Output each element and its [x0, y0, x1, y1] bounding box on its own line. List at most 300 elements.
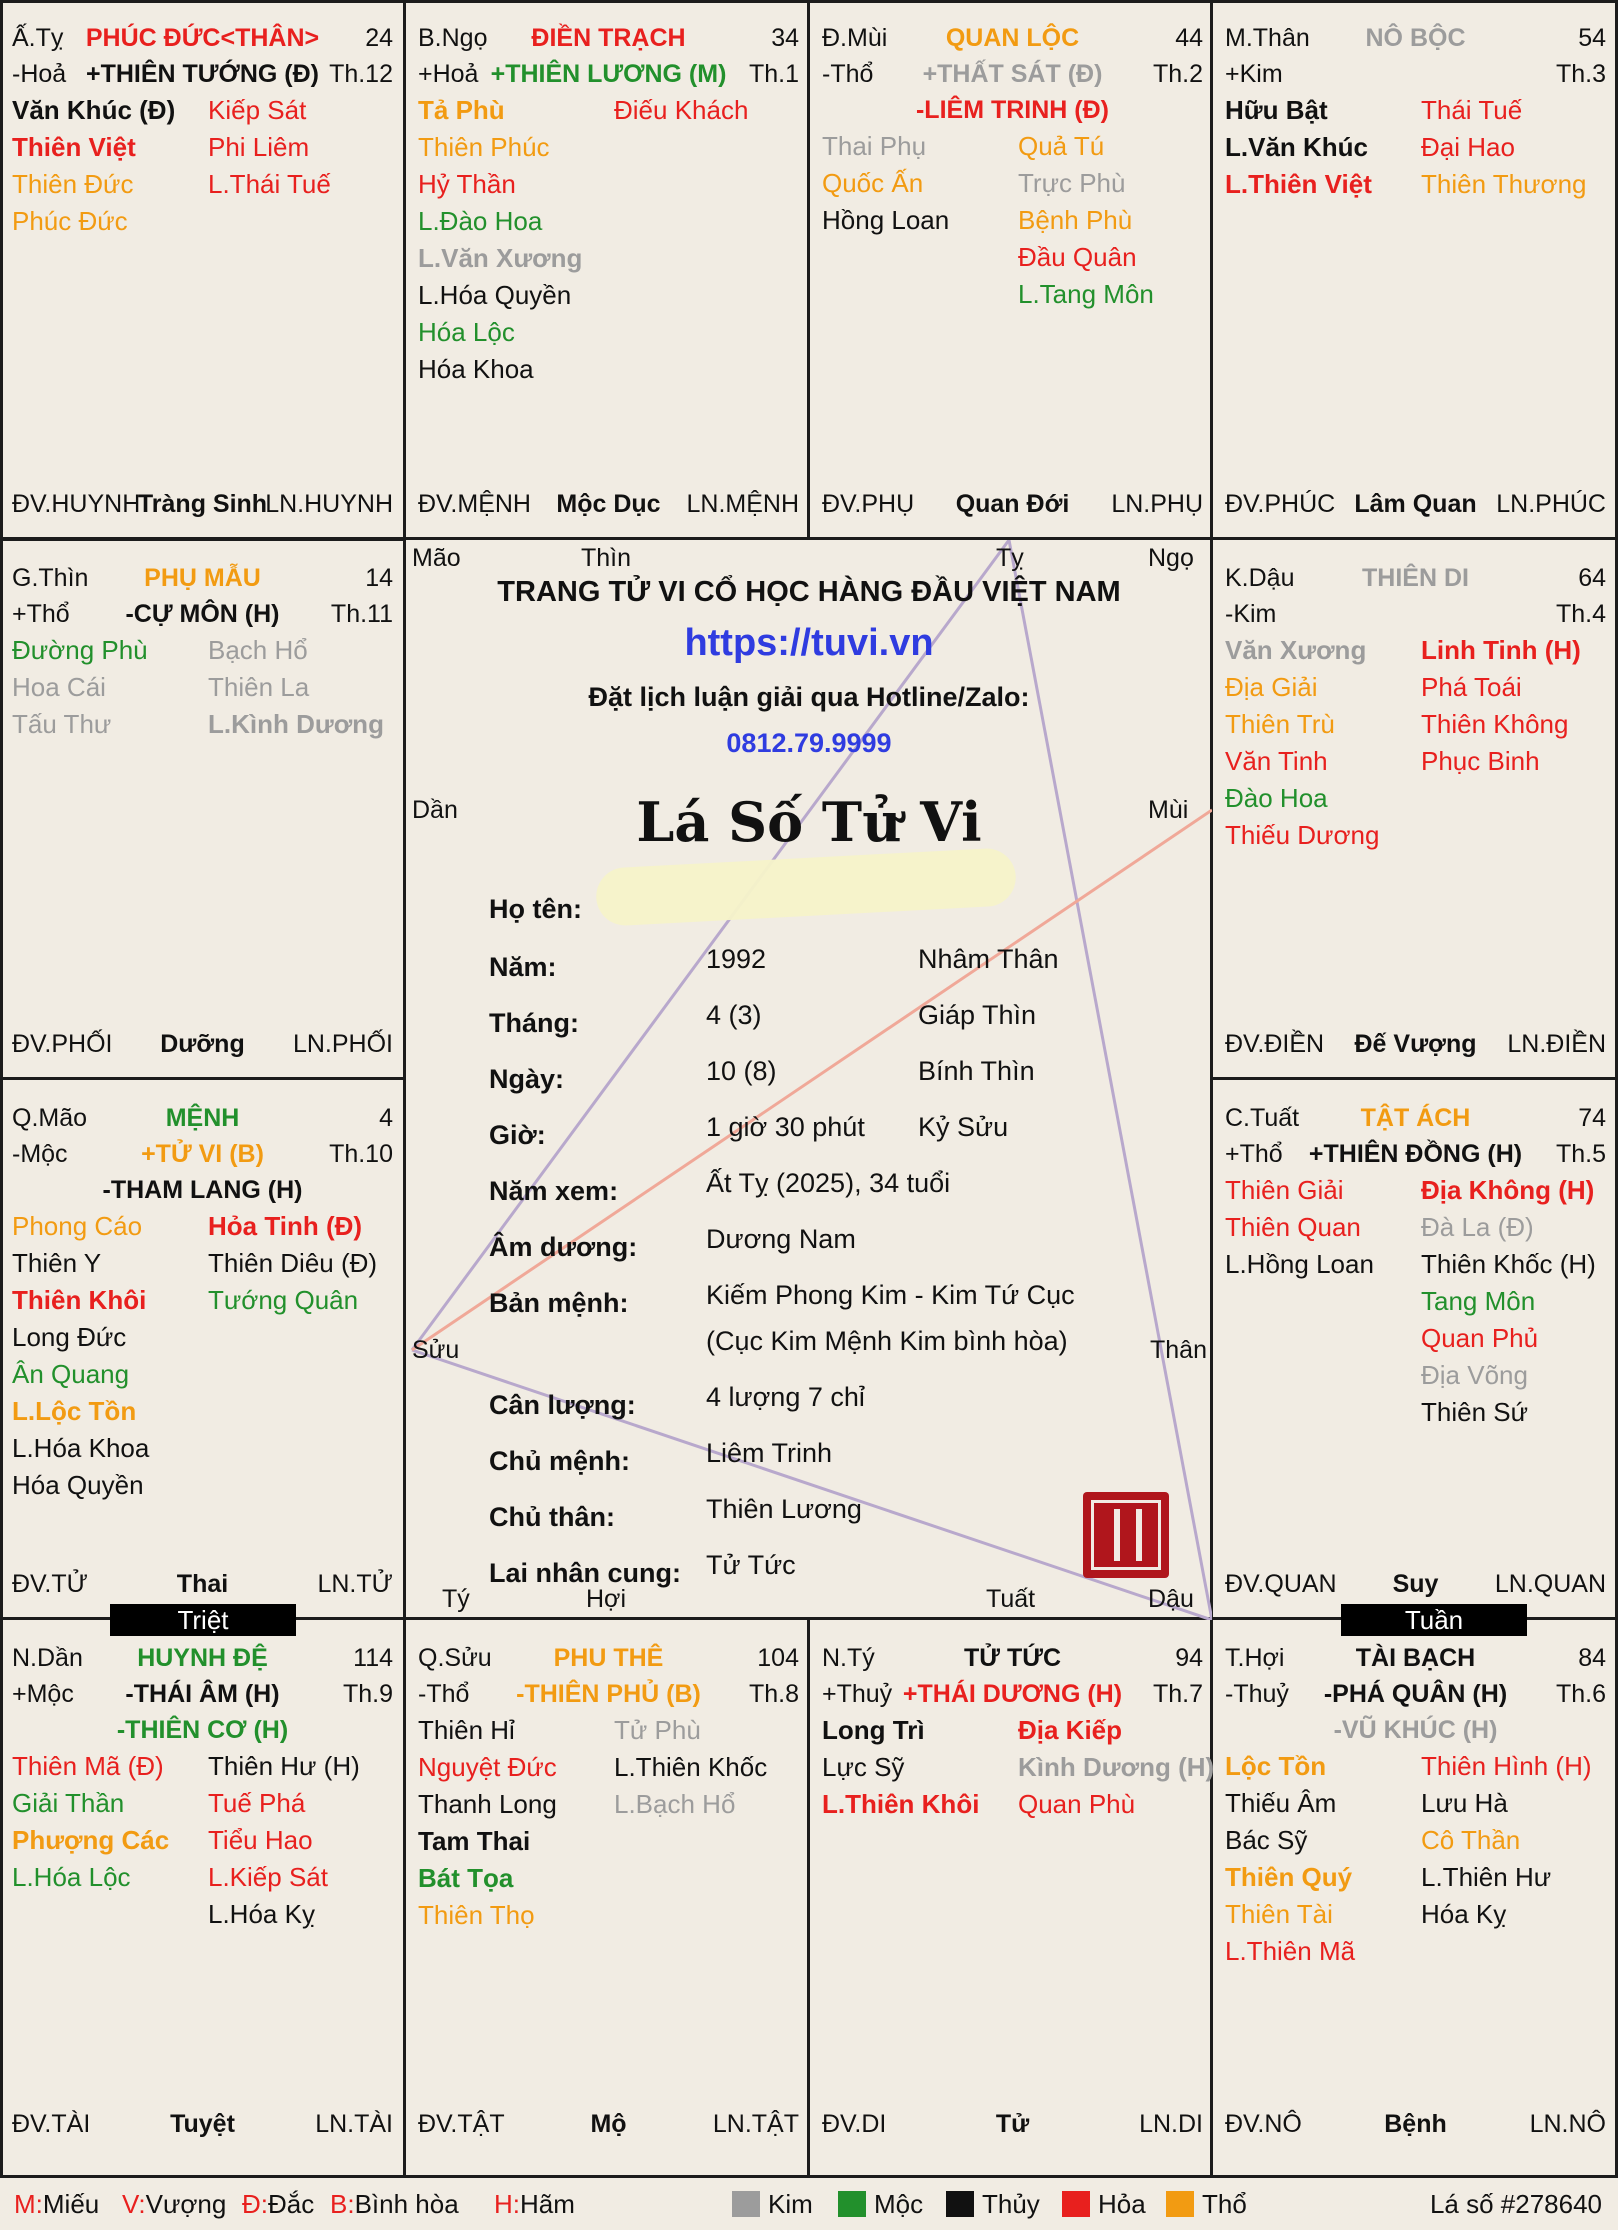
star-column-left: [12, 1208, 149, 1504]
star-item: Bát Tọa: [418, 1863, 514, 1893]
palace-age: 14: [365, 564, 393, 592]
star-item: Tang Môn: [1421, 1286, 1536, 1316]
info-value: Thiên Lương: [706, 1494, 862, 1524]
star-item: Đà La (Đ): [1421, 1212, 1534, 1242]
palace-month: Th.7: [1152, 1680, 1203, 1708]
luu-nien-label: LN.DI: [1139, 2110, 1203, 2138]
legend-kim: Kim: [732, 2178, 813, 2230]
palace-element: +Hoả: [418, 60, 479, 88]
luu-nien-label: LN.ĐIỀN: [1507, 1030, 1606, 1058]
palace-can-chi: N.Dần: [12, 1644, 83, 1672]
main-star-2: -LIÊM TRINH (Đ): [915, 96, 1110, 124]
palace-main-row: [12, 596, 393, 632]
palace-element: -Kim: [1225, 600, 1277, 628]
star-item: Thiên Đức: [12, 169, 134, 199]
star-item: Thiên Việt: [12, 132, 136, 162]
palace-footer: [1225, 486, 1606, 522]
palace-can-chi: M.Thân: [1225, 24, 1310, 52]
life-stage: Suy: [1392, 1570, 1439, 1598]
star-item: L.Hóa Lộc: [12, 1862, 131, 1892]
palace-can-chi: B.Ngọ: [418, 24, 488, 52]
palace-ty[interactable]: [0, 0, 405, 540]
main-star: +TỬ VI (B): [141, 1140, 264, 1168]
info-value: 10 (8): [706, 1056, 777, 1086]
info-value: Liêm Trinh: [706, 1438, 833, 1468]
hotline-phone[interactable]: 0812.79.9999: [726, 728, 892, 758]
palace-element: +Mộc: [12, 1680, 74, 1708]
star-item: Văn Khúc (Đ): [12, 95, 176, 125]
info-value: 1 giờ 30 phút: [706, 1112, 865, 1142]
star-item: L.Thiên Khôi: [822, 1789, 980, 1819]
star-item: L.Kiếp Sát: [208, 1862, 328, 1892]
palace-age: 4: [379, 1104, 393, 1132]
star-item: Lưu Hà: [1421, 1788, 1508, 1818]
star-item: Kiếp Sát: [208, 95, 307, 125]
star-item: Đại Hao: [1421, 132, 1515, 162]
star-item: Cô Thần: [1421, 1825, 1521, 1855]
dai-van-label: ĐV.MỆNH: [418, 490, 531, 518]
star-item: Quả Tú: [1018, 131, 1105, 161]
star-column-left: [12, 92, 175, 240]
palace-main-row: [418, 1676, 799, 1712]
hotline-label: Đặt lịch luận giải qua Hotline/Zalo:: [588, 682, 1030, 712]
info-label: Chủ mệnh:: [489, 1446, 630, 1476]
palace-age: 34: [771, 24, 799, 52]
life-stage: Thai: [176, 1570, 229, 1598]
palace-can-chi: Q.Mão: [12, 1104, 88, 1132]
palace-mui[interactable]: [810, 0, 1215, 540]
palace-element: +Thổ: [1225, 1140, 1283, 1168]
palace-name: MỆNH: [165, 1104, 240, 1132]
main-star: +THIÊN ĐỒNG (H): [1308, 1140, 1523, 1168]
star-item: Địa Kiếp: [1018, 1715, 1123, 1745]
palace-can-chi: N.Tý: [822, 1644, 875, 1672]
star-item: Tử Phù: [614, 1715, 701, 1745]
thuy-swatch-icon: [946, 2191, 974, 2217]
palace-element: -Thuỷ: [1225, 1680, 1289, 1708]
dai-van-label: ĐV.PHÚC: [1225, 490, 1336, 518]
palace-name: NÔ BỘC: [1365, 24, 1466, 52]
site-url-link[interactable]: https://tuvi.vn: [684, 622, 934, 664]
dai-van-label: ĐV.TẬT: [418, 2110, 505, 2138]
star-item: Hỷ Thần: [418, 169, 516, 199]
palace-age: 64: [1578, 564, 1606, 592]
palace-main-row: [12, 56, 393, 92]
star-item: L.Thiên Việt: [1225, 169, 1372, 199]
star-item: Địa Giải: [1225, 672, 1318, 702]
corner-than: Thân: [1150, 1336, 1207, 1364]
star-item: Tuế Phá: [208, 1788, 306, 1818]
palace-header: [822, 20, 1203, 56]
star-column-left: [822, 1712, 979, 1823]
star-column-right: [1421, 92, 1587, 203]
star-item: L.Thiên Khốc: [614, 1752, 768, 1782]
legend-ham: H:Hãm: [494, 2189, 575, 2219]
star-item: Ân Quang: [12, 1359, 130, 1389]
palace-main-row: [1225, 1136, 1606, 1172]
star-item: Thiên Khôi: [12, 1285, 147, 1315]
star-item: Thiên Thương: [1421, 169, 1587, 199]
dai-van-label: ĐV.QUAN: [1225, 1570, 1337, 1598]
corner-ti: Tý: [442, 1585, 470, 1613]
palace-month: Th.12: [329, 60, 393, 88]
star-item: Bác Sỹ: [1225, 1825, 1308, 1855]
info-label: Chủ thân:: [489, 1502, 615, 1532]
palace-month: Th.1: [748, 60, 799, 88]
palace-age: 74: [1578, 1104, 1606, 1132]
palace-element: -Hoả: [12, 60, 67, 88]
star-column-right: [208, 632, 384, 743]
tuan-tag: Tuần: [1341, 1604, 1527, 1636]
legend-hoa: Hỏa: [1062, 2178, 1146, 2230]
info-value-can-chi: Bính Thìn: [918, 1056, 1035, 1086]
star-item: Phục Binh: [1421, 746, 1540, 776]
star-item: Lộc Tồn: [1225, 1751, 1327, 1781]
star-item: Địa Không (H): [1421, 1175, 1595, 1205]
palace-footer: [12, 1026, 393, 1062]
palace-footer: [12, 486, 393, 522]
info-value: Tử Tức: [706, 1550, 796, 1580]
life-stage: Dưỡng: [160, 1030, 245, 1058]
star-item: Thiên Phúc: [418, 132, 550, 162]
luu-nien-label: LN.PHỐI: [292, 1030, 393, 1058]
palace-than[interactable]: [1213, 0, 1618, 540]
star-column-right: [1018, 128, 1154, 313]
star-item: Thiên Giải: [1225, 1175, 1344, 1205]
dai-van-label: ĐV.TÀI: [12, 2110, 91, 2138]
star-item: Lực Sỹ: [822, 1752, 905, 1782]
dai-van-label: ĐV.HUYNH: [12, 490, 141, 518]
palace-can-chi: Ấ.Tỵ: [12, 24, 64, 52]
star-column-left: [1225, 1748, 1355, 1970]
palace-age: 104: [757, 1644, 799, 1672]
palace-can-chi: Đ.Mùi: [822, 24, 888, 52]
star-column-left: [1225, 1172, 1374, 1283]
palace-element: -Thổ: [418, 1680, 470, 1708]
palace-footer: [822, 2106, 1203, 2142]
star-item: Địa Võng: [1421, 1360, 1528, 1390]
corner-ngo: Ngọ: [1148, 544, 1194, 572]
star-item: Hóa Kỵ: [1421, 1899, 1507, 1929]
star-item: Tiểu Hao: [208, 1825, 313, 1855]
star-column-right: [614, 92, 748, 129]
luu-nien-label: LN.MỆNH: [686, 490, 799, 518]
star-column-right: [1018, 1712, 1214, 1823]
info-label: Tháng:: [489, 1008, 579, 1038]
palace-can-chi: K.Dậu: [1225, 564, 1295, 592]
star-item: Thiên Diêu (Đ): [208, 1248, 378, 1278]
palace-can-chi: C.Tuất: [1225, 1104, 1300, 1132]
star-item: Giải Thần: [12, 1788, 125, 1818]
dai-van-label: ĐV.TỬ: [12, 1570, 89, 1598]
palace-footer: [1225, 1026, 1606, 1062]
luu-nien-label: LN.PHỤ: [1111, 490, 1203, 518]
star-item: L.Thiên Mã: [1225, 1936, 1356, 1966]
star-item: Thiên Tài: [1225, 1899, 1333, 1929]
palace-element: -Thổ: [822, 60, 874, 88]
star-item: Quan Phủ: [1421, 1323, 1539, 1353]
palace-name: TỬ TỨC: [963, 1644, 1062, 1672]
main-star: +THÁI DƯƠNG (H): [902, 1680, 1123, 1708]
legend-tho: Thổ: [1166, 2178, 1247, 2230]
palace-month: Th.8: [748, 1680, 799, 1708]
star-item: Thiên Y: [12, 1248, 102, 1278]
palace-header: [1225, 1100, 1606, 1136]
luu-nien-label: LN.TỬ: [317, 1570, 393, 1598]
info-label: Ngày:: [489, 1064, 565, 1094]
chart-id: Lá số #278640: [1429, 2189, 1602, 2219]
star-item: Thiên Không: [1421, 709, 1569, 739]
star-column-right: [208, 1208, 377, 1319]
life-stage: Tràng Sinh: [137, 490, 268, 518]
info-value: Kiếm Phong Kim - Kim Tứ Cục: [706, 1280, 1075, 1310]
star-item: L.Văn Khúc: [1225, 132, 1369, 162]
star-column-left: [822, 128, 949, 239]
palace-dan[interactable]: [0, 1620, 405, 2160]
dai-van-label: ĐV.PHỐI: [12, 1030, 113, 1058]
palace-main-row: [418, 56, 799, 92]
star-item: Quốc Ấn: [822, 168, 924, 198]
info-value: Ất Tỵ (2025), 34 tuổi: [706, 1168, 951, 1198]
palace-main-row: [822, 56, 1203, 92]
life-stage: Tử: [995, 2110, 1030, 2138]
star-item: Thiên Khốc (H): [1421, 1249, 1596, 1279]
palace-can-chi: T.Hợi: [1225, 1644, 1285, 1672]
palace-ngo[interactable]: [406, 0, 811, 540]
palace-age: 84: [1578, 1644, 1606, 1672]
legend-thuy: Thủy: [946, 2178, 1040, 2230]
star-item: Hóa Khoa: [418, 354, 534, 384]
palace-element: +Thuỷ: [822, 1680, 893, 1708]
palace-header: [12, 1640, 393, 1676]
corner-thin: Thìn: [581, 544, 632, 572]
star-column-right: [1421, 1748, 1592, 1933]
tho-swatch-icon: [1166, 2191, 1194, 2217]
legend-binh-hoa: B:Bình hòa: [330, 2189, 459, 2219]
palace-main-row: [1225, 1676, 1606, 1712]
star-item: L.Văn Xương: [418, 243, 583, 273]
kim-swatch-icon: [732, 2191, 760, 2217]
star-item: Thiếu Âm: [1225, 1788, 1337, 1818]
star-item: L.Hóa Kỵ: [208, 1899, 315, 1929]
info-value: (Cục Kim Mệnh Kim bình hòa): [706, 1326, 1068, 1356]
palace-element: +Kim: [1225, 60, 1283, 88]
palace-tuat[interactable]: [1213, 1080, 1618, 1620]
main-star-2: -THAM LANG (H): [102, 1176, 303, 1204]
palace-main-row-2: [12, 1172, 393, 1208]
site-tagline: TRANG TỬ VI CỔ HỌC HÀNG ĐẦU VIỆT NAM: [497, 576, 1121, 608]
palace-main-row-2: [1225, 1712, 1606, 1748]
palace-thin[interactable]: [0, 540, 405, 1080]
star-item: L.Kình Dương: [208, 709, 384, 739]
palace-main-row-2: [12, 1712, 393, 1748]
star-item: Tả Phù: [418, 95, 505, 125]
palace-ti[interactable]: [810, 1620, 1215, 2160]
life-stage: Quan Đới: [955, 490, 1070, 518]
star-item: L.Hóa Quyền: [418, 280, 572, 310]
palace-mao[interactable]: [0, 1080, 405, 1620]
palace-can-chi: Q.Sửu: [418, 1644, 492, 1672]
star-column-right: [1421, 1172, 1596, 1431]
star-item: Thái Tuế: [1421, 95, 1523, 125]
star-column-left: [12, 632, 148, 743]
info-label: Năm xem:: [489, 1176, 619, 1206]
main-star: -THIÊN PHỦ (B): [516, 1680, 701, 1708]
star-item: Thiên La: [208, 672, 310, 702]
palace-suu[interactable]: [406, 1620, 811, 2160]
info-value: 4 lượng 7 chỉ: [706, 1382, 865, 1412]
palace-header: [12, 1100, 393, 1136]
star-item: Hữu Bật: [1225, 95, 1328, 125]
palace-footer: [1225, 1566, 1606, 1602]
palace-main-row: [1225, 596, 1606, 632]
star-item: Thanh Long: [418, 1789, 557, 1819]
star-item: Hóa Quyền: [12, 1470, 144, 1500]
star-column-right: [208, 92, 331, 203]
star-column-left: [418, 1712, 557, 1934]
palace-name: HUYNH ĐỆ: [137, 1644, 268, 1672]
legend-vuong: V:Vượng: [122, 2189, 227, 2219]
luu-nien-label: LN.TÀI: [315, 2110, 393, 2138]
star-item: Hồng Loan: [822, 205, 950, 235]
star-item: Thiên Hư (H): [208, 1751, 360, 1781]
palace-main-row: [822, 1676, 1203, 1712]
info-label: Cân lượng:: [489, 1390, 636, 1420]
info-value-can-chi: Kỷ Sửu: [918, 1112, 1009, 1142]
star-item: Long Đức: [12, 1322, 127, 1352]
star-item: L.Hồng Loan: [1225, 1249, 1374, 1279]
palace-name: ĐIỀN TRẠCH: [531, 24, 686, 52]
corner-ty: Tỵ: [996, 544, 1024, 572]
star-item: Kình Dương (H): [1018, 1752, 1215, 1782]
star-column-right: [614, 1712, 767, 1823]
main-star: +THẤT SÁT (Đ): [922, 60, 1103, 88]
star-item: Tướng Quân: [208, 1285, 359, 1315]
info-label: Họ tên:: [489, 894, 582, 924]
star-item: Thiếu Dương: [1225, 820, 1380, 850]
palace-age: 24: [365, 24, 393, 52]
dai-van-label: ĐV.ĐIỀN: [1225, 1030, 1325, 1058]
info-label: Năm:: [489, 952, 557, 982]
palace-main-row: [12, 1676, 393, 1712]
star-item: L.Tang Môn: [1018, 279, 1154, 309]
palace-age: 94: [1175, 1644, 1203, 1672]
star-item: Văn Tinh: [1225, 746, 1328, 776]
luu-nien-label: LN.NÔ: [1529, 2110, 1606, 2138]
info-value: 1992: [706, 944, 767, 974]
star-item: Thiên Mã (Đ): [12, 1751, 164, 1781]
palace-name: THIÊN DI: [1362, 564, 1469, 592]
main-star-2: -THIÊN CƠ (H): [116, 1716, 289, 1744]
star-item: Phi Liêm: [208, 132, 310, 162]
star-column-left: [418, 92, 582, 388]
palace-name: PHU THÊ: [553, 1644, 664, 1672]
info-label: Lai nhân cung:: [489, 1558, 681, 1588]
palace-element: +Thổ: [12, 600, 70, 628]
life-stage: Đế Vượng: [1354, 1030, 1477, 1058]
star-item: Tấu Thư: [12, 709, 112, 739]
palace-hoi[interactable]: [1213, 1620, 1618, 2160]
star-item: Trực Phù: [1018, 168, 1126, 198]
star-item: Hoa Cái: [12, 672, 106, 702]
corner-suu: Sửu: [412, 1336, 460, 1364]
palace-header: [12, 20, 393, 56]
star-column-right: [208, 1748, 360, 1933]
palace-header: [822, 1640, 1203, 1676]
star-column-left: [1225, 632, 1379, 854]
palace-header: [418, 1640, 799, 1676]
palace-name: QUAN LỘC: [945, 24, 1080, 52]
star-item: Thiên Thọ: [418, 1900, 535, 1930]
palace-header: [1225, 560, 1606, 596]
palace-footer: [418, 2106, 799, 2142]
star-column-left: [12, 1748, 169, 1896]
info-value-can-chi: Giáp Thìn: [918, 1000, 1037, 1030]
main-star: +THIÊN TƯỚNG (Đ): [85, 60, 320, 88]
star-item: Phong Cáo: [12, 1211, 143, 1241]
palace-age: 114: [353, 1644, 393, 1672]
info-value: Dương Nam: [706, 1224, 856, 1254]
palace-element: -Mộc: [12, 1140, 68, 1168]
legend-mieu: M:Miếu: [14, 2189, 100, 2219]
palace-can-chi: G.Thìn: [12, 564, 89, 592]
star-item: L.Lộc Tồn: [12, 1396, 137, 1426]
main-star: -PHÁ QUÂN (H): [1323, 1680, 1508, 1708]
star-item: Phá Toái: [1421, 672, 1522, 702]
hoa-swatch-icon: [1062, 2191, 1090, 2217]
palace-footer: [822, 486, 1203, 522]
star-item: Đường Phù: [12, 635, 148, 665]
star-item: Phúc Đức: [12, 206, 128, 236]
center-panel: [406, 540, 1212, 1620]
palace-name: TẬT ÁCH: [1360, 1104, 1471, 1132]
star-item: Bệnh Phù: [1018, 205, 1133, 235]
palace-month: Th.2: [1152, 60, 1203, 88]
palace-month: Th.6: [1555, 1680, 1606, 1708]
palace-main-row: [12, 1136, 393, 1172]
palace-footer: [418, 486, 799, 522]
star-item: Đầu Quân: [1018, 242, 1137, 272]
star-item: Tam Thai: [418, 1826, 531, 1856]
star-item: Bạch Hổ: [208, 635, 308, 665]
info-value: 4 (3): [706, 1000, 762, 1030]
legend-bar: [0, 2175, 1618, 2230]
star-item: Thiên Quan: [1225, 1212, 1361, 1242]
palace-header: [12, 560, 393, 596]
palace-header: [1225, 1640, 1606, 1676]
star-item: Thiên Hình (H): [1421, 1751, 1592, 1781]
luu-nien-label: LN.QUAN: [1494, 1570, 1606, 1598]
luu-nien-label: LN.HUYNH: [265, 490, 393, 518]
palace-age: 44: [1175, 24, 1203, 52]
star-item: Quan Phù: [1018, 1789, 1136, 1819]
palace-dau[interactable]: [1213, 540, 1618, 1080]
palace-month: Th.4: [1555, 600, 1606, 628]
palace-month: Th.9: [342, 1680, 393, 1708]
star-item: Điếu Khách: [614, 95, 749, 125]
info-label: Bản mệnh:: [489, 1288, 629, 1318]
palace-name: PHÚC ĐỨC<THÂN>: [85, 24, 320, 52]
dai-van-label: ĐV.DI: [822, 2110, 887, 2138]
palace-footer: [1225, 2106, 1606, 2142]
star-item: Thiên Quý: [1225, 1862, 1353, 1892]
star-item: Nguyệt Đức: [418, 1752, 557, 1782]
star-item: Thai Phụ: [822, 131, 927, 161]
main-star: -CỰ MÔN (H): [125, 600, 280, 628]
triet-tag: Triệt: [110, 1604, 296, 1636]
star-column-right: [1421, 632, 1581, 780]
moc-swatch-icon: [838, 2191, 866, 2217]
